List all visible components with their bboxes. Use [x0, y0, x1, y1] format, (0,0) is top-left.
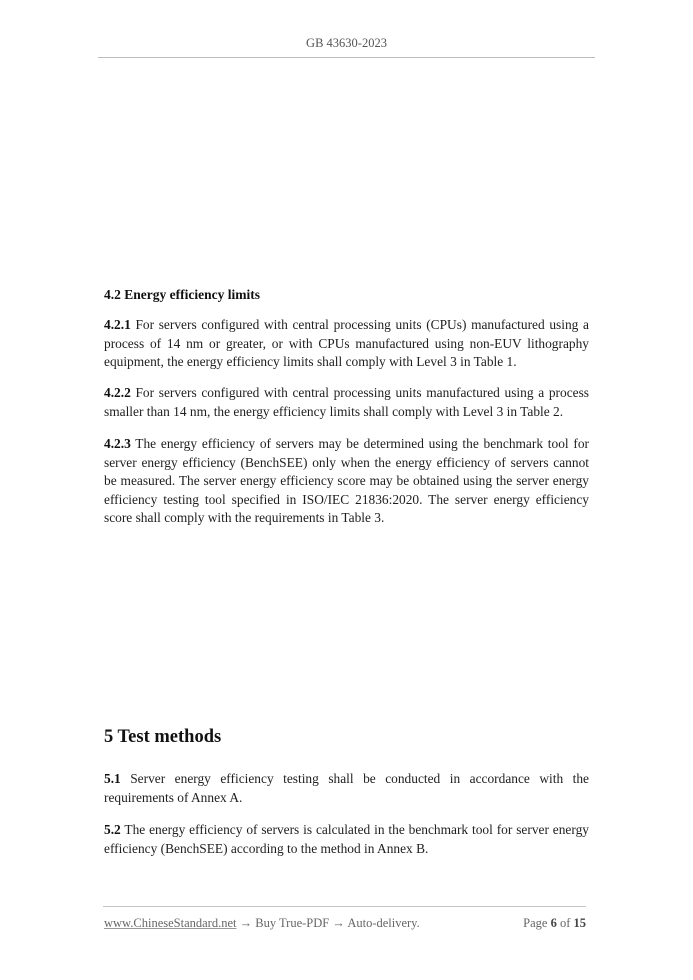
- paragraph-5-2: [104, 821, 589, 858]
- clause-number: 4.2.3: [104, 436, 131, 451]
- page-footer: [104, 916, 586, 931]
- footer-divider: [103, 906, 586, 907]
- footer-promo: [104, 916, 420, 931]
- of-label: of: [556, 916, 574, 930]
- clause-number: 5.2: [104, 822, 121, 837]
- arrow-right-icon: →: [236, 916, 256, 930]
- clause-number: 4.2.1: [104, 317, 131, 332]
- paragraph-4-2-1: [104, 316, 589, 372]
- paragraph-5-1: [104, 770, 589, 807]
- header-divider: [98, 57, 595, 58]
- document-id-header: GB 43630-2023: [306, 36, 387, 50]
- clause-text: For servers configured with central processing units (CPUs) manufactured using a process of 14 nm or greater, or with CPUs manufactured using non-EUV lithography equipment, the energy efficiency limits shall comply with Level 3 in Table 1.: [104, 317, 589, 370]
- clause-text: For servers configured with central processing units manufactured using a process smaller than 14 nm, the energy efficiency limits shall comply with Level 3 in Table 2.: [104, 385, 589, 419]
- clause-text: The energy efficiency of servers may be determined using the benchmark tool for server energy efficiency (BenchSEE) only when the energy efficiency of servers cannot be measured. The server energy efficiency score may be obtained using the server energy efficiency testing tool specified in ISO/IEC 21836:2020. The server energy efficiency score shall comply with the requirements in Table 3.: [104, 436, 589, 526]
- chinesestandard-link[interactable]: www.ChineseStandard.net: [104, 916, 237, 930]
- total-pages: 15: [573, 916, 586, 930]
- auto-delivery-text: Auto-delivery.: [347, 916, 420, 930]
- clause-text: The energy efficiency of servers is calculated in the benchmark tool for server energy efficiency (BenchSEE) according to the method in Annex B.: [104, 822, 589, 856]
- paragraph-4-2-2: [104, 384, 589, 421]
- clause-number: 5.1: [104, 771, 121, 786]
- current-page: 6: [550, 916, 557, 930]
- chapter-heading-5: 5 Test methods: [104, 727, 222, 747]
- arrow-right-icon: →: [329, 916, 348, 930]
- clause-text: Server energy efficiency testing shall be conducted in accordance with the requirements of Annex A.: [104, 771, 589, 805]
- clause-number: 4.2.2: [104, 385, 131, 400]
- page-number: [523, 916, 586, 931]
- section-heading-4-2: 4.2 Energy efficiency limits: [104, 287, 260, 302]
- buy-true-pdf-text: Buy True-PDF: [255, 916, 330, 930]
- page-label: Page: [523, 916, 551, 930]
- paragraph-4-2-3: [104, 435, 589, 528]
